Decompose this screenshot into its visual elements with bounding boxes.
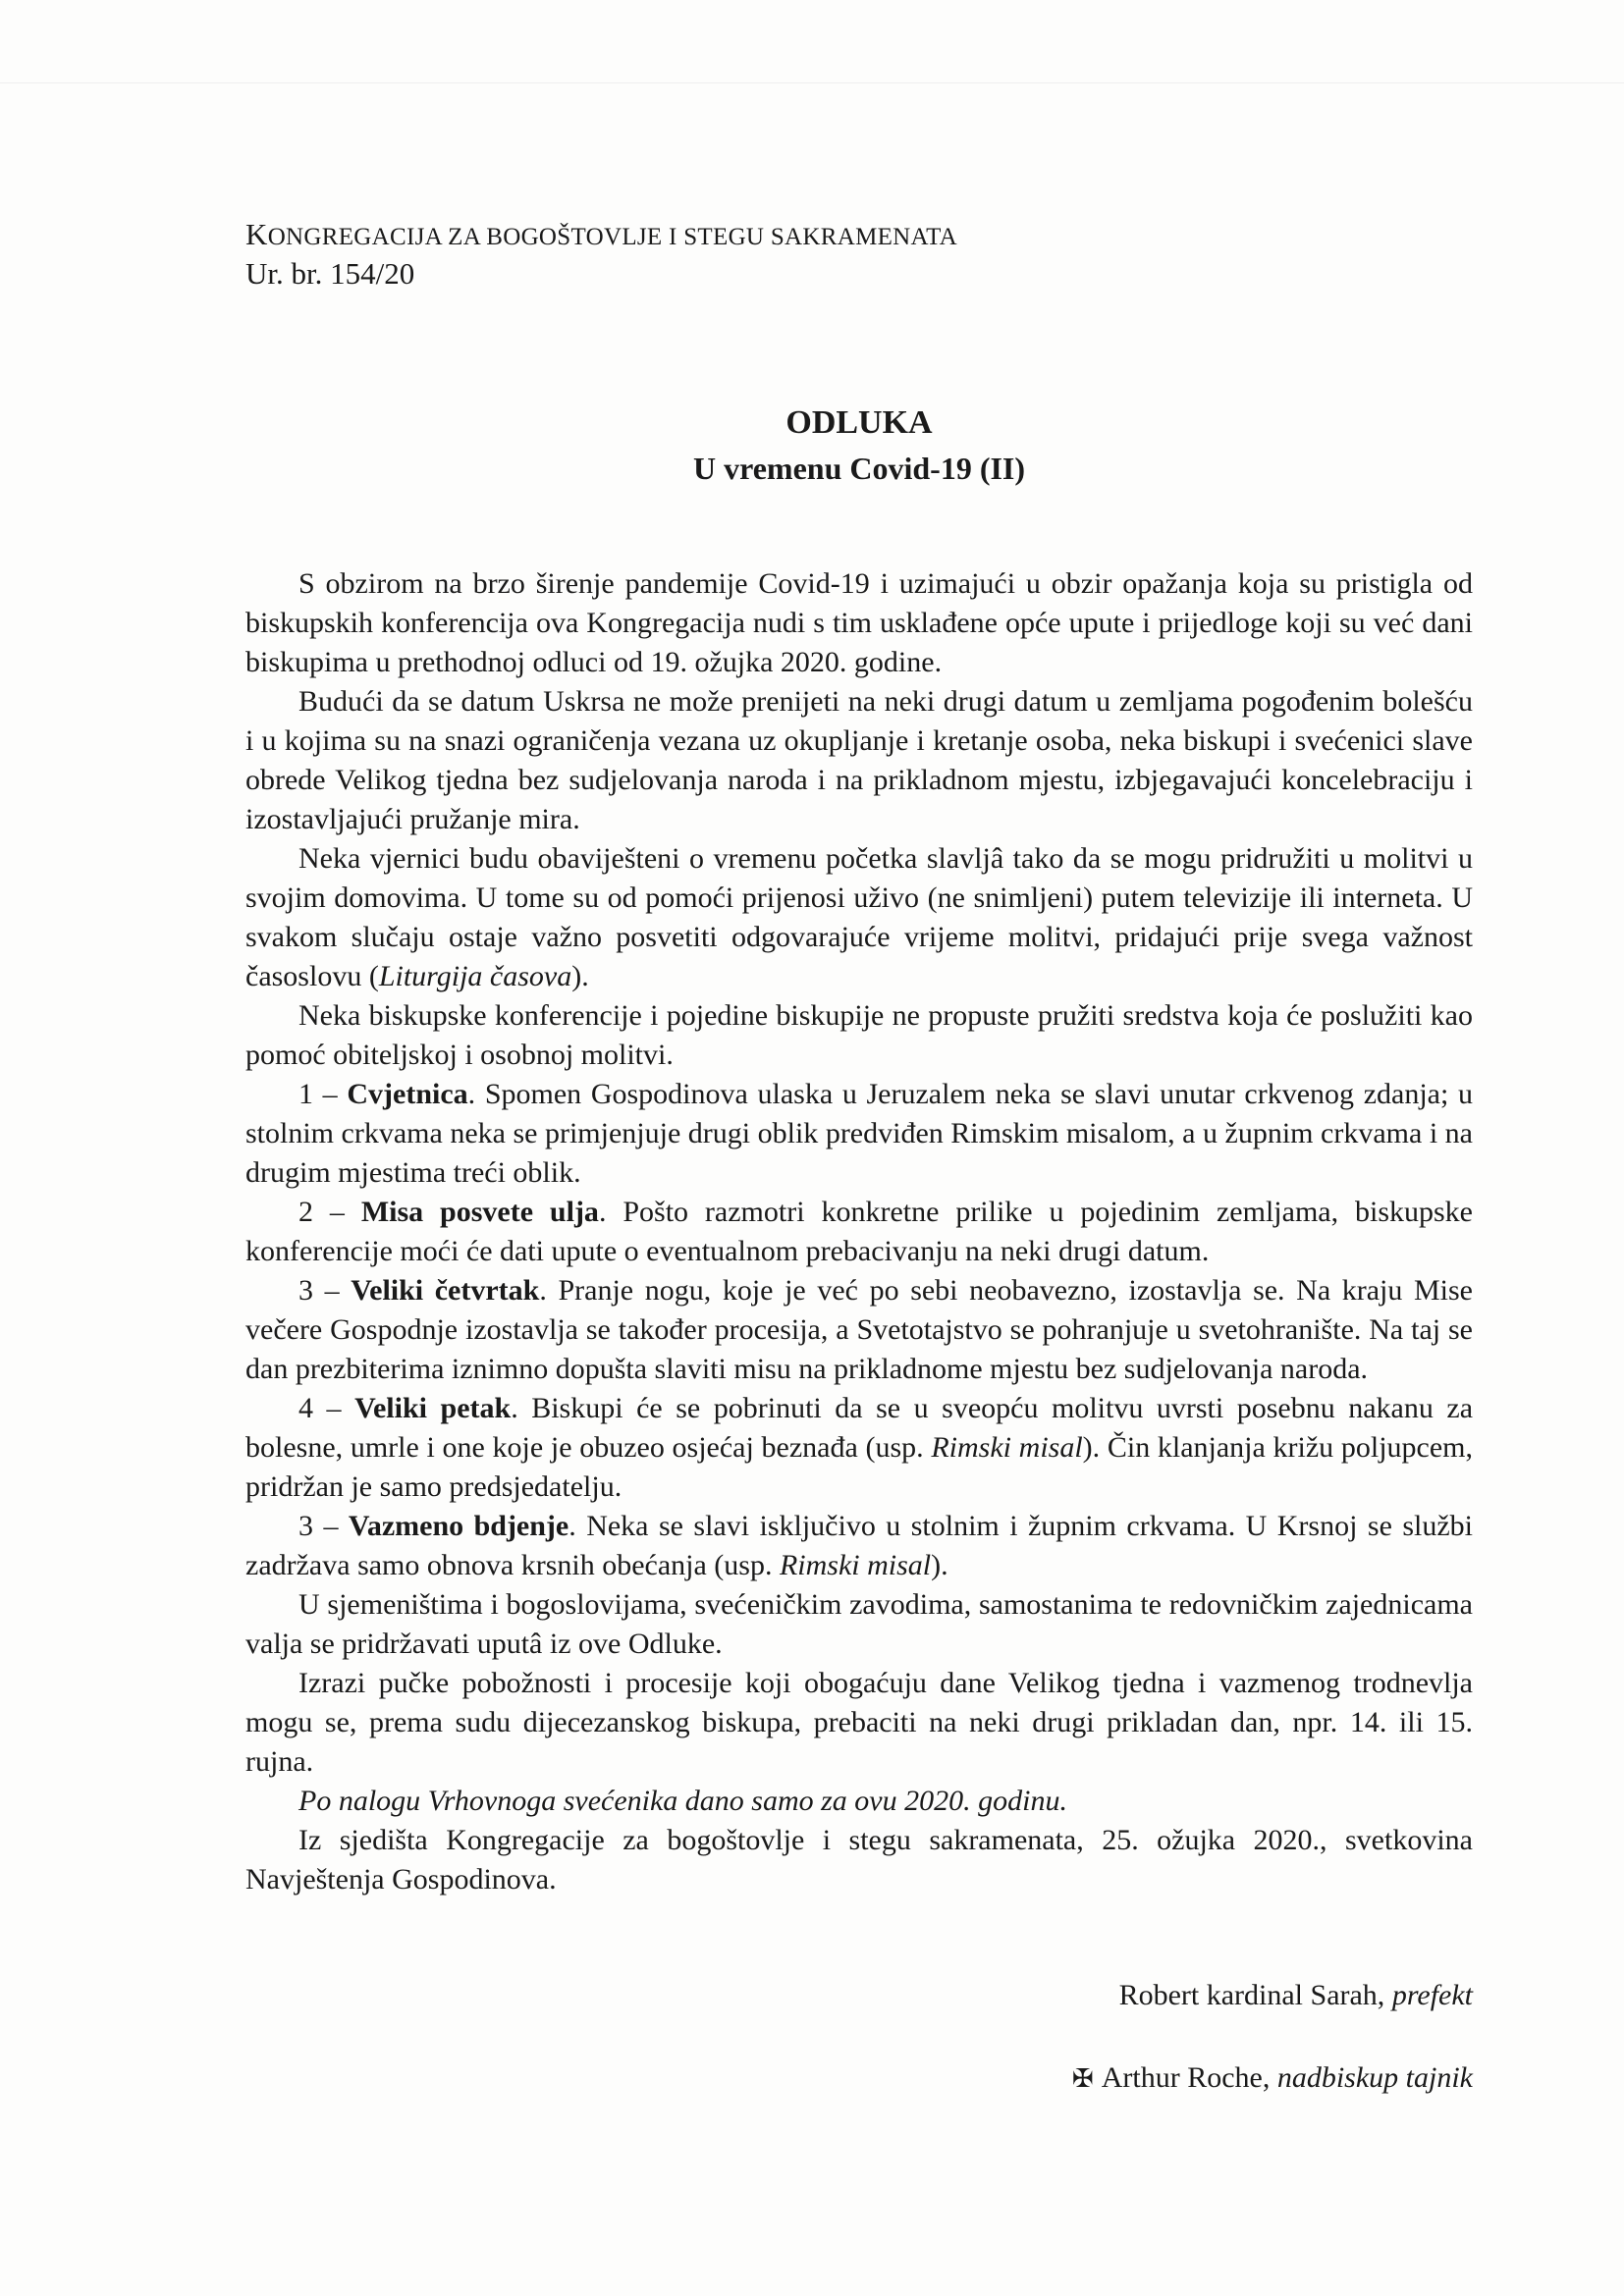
paragraph-chrism-mass: 2 – Misa posvete ulja. Pošto razmotri konkretne prilike u pojedinim zemljama, biskupske konferencije moći će dati upute o eventualnom prebacivanju na neki drugi datum.: [245, 1196, 1473, 1267]
paragraph-date-place: Iz sjedišta Kongregacije za bogoštovlje i stegu sakramenata, 25. ožujka 2020., svetkovina Navještenja Gospodinova.: [245, 1824, 1473, 1896]
scan-edge-line: [0, 82, 1624, 83]
congregation-header: [245, 218, 1473, 254]
paragraph-easter-vigil: 3 – Vazmeno bdjenje. Neka se slavi isključivo u stolnim i župnim crkvama. U Krsnoj se službi zadržava samo obnova krsnih obećanja (usp. Rimski misal).: [245, 1510, 1473, 1581]
paragraph-popular-piety: Izrazi pučke pobožnosti i procesije koji obogaćuju dane Velikog tjedna i vazmenog trodnevlja mogu se, prema sudu dijecezanskog biskupa, prebaciti na neki drugi prikladan dan, npr. 14. ili 15. rujna.: [245, 1667, 1473, 1778]
paragraph-faithful: Neka vjernici budu obaviješteni o vremenu početka slavljâ tako da se mogu pridružiti u molitvi u svojim domovima. U tome su od pomoći prijenosi uživo (ne snimljeni) putem televizije ili interneta. U svakom slučaju ostaje važno posvetiti odgovarajuće vrijeme molitvi, pridajući prije svega važnost časoslovu (Liturgija časova).: [245, 842, 1473, 992]
congregation-name: ONGREGACIJA ZA BOGOŠTOVLJE I STEGU SAKRAMENATA: [267, 224, 958, 250]
signature-block: [245, 1976, 1473, 2099]
paragraph-easter-date: Budući da se datum Uskrsa ne može prenijeti na neki drugi datum u zemljama pogođenim bolešću i u kojima su na snazi ograničenja vezana uz okupljanje i kretanje osoba, neka biskupi i svećenici slave obrede Velikog tjedna bez sudjelovanja naroda i na prikladnom mjestu, izbjegavajući koncelebraciju i izostavljajući pružanje mira.: [245, 685, 1473, 835]
paragraph-papal-mandate: Po nalogu Vrhovnoga svećenika dano samo za ovu 2020. godinu.: [298, 1785, 1067, 1817]
signature-prefect: Robert kardinal Sarah, prefekt: [1118, 1979, 1473, 2011]
document-title: ODLUKA: [785, 404, 933, 441]
paragraph-conferences: Neka biskupske konferencije i pojedine biskupije ne propuste pružiti sredstva koja će poslužiti kao pomoć obiteljskoj i osobnoj molitvi.: [245, 999, 1473, 1071]
paragraph-intro: S obzirom na brzo širenje pandemije Covid-19 i uzimajući u obzir opažanja koja su pristigla od biskupskih konferencija ova Kongregacija nudi s tim usklađene opće upute i prijedloge koji su već dani biskupima u prethodnoj odluci od 19. ožujka 2020. godine.: [245, 567, 1473, 678]
document-page: [245, 218, 1473, 2099]
signature-secretary: ✠ Arthur Roche, nadbiskup tajnik: [1071, 2061, 1473, 2094]
paragraph-seminaries: U sjemeništima i bogoslovijama, svećeničkim zavodima, samostanima te redovničkim zajednicama valja se pridržavati uputâ iz ove Odluke.: [245, 1588, 1473, 1660]
congregation-initial: K: [245, 217, 268, 251]
paragraph-holy-thursday: 3 – Veliki četvrtak. Pranje nogu, koje je već po sebi neobavezno, izostavlja se. Na kraju Mise večere Gospodnje izostavlja se također procesija, a Svetotajstvo se pohranjuje u svetohranište. Na taj se dan prezbiterima iznimno dopušta slaviti misu na prikladnome mjestu bez sudjelovanja naroda.: [245, 1274, 1473, 1385]
reference-number: Ur. br. 154/20: [245, 256, 415, 291]
document-subtitle: U vremenu Covid-19 (II): [692, 451, 1026, 486]
title-block: [245, 400, 1473, 492]
document-body: [245, 564, 1473, 1899]
cross-icon: ✠: [1071, 2064, 1094, 2094]
paragraph-good-friday: 4 – Veliki petak. Biskupi će se pobrinuti da se u sveopću molitvu uvrsti posebnu nakanu za bolesne, umrle i one koje je obuzeo osjećaj beznađa (usp. Rimski misal). Čin klanjanja križu poljupcem, pridržan je samo predsjedatelju.: [245, 1392, 1474, 1503]
paragraph-palm-sunday: 1 – Cvjetnica. Spomen Gospodinova ulaska u Jeruzalem neka se slavi unutar crkvenog zdanja; u stolnim crkvama neka se primjenjuje drugi oblik predviđen Rimskim misalom, a u župnim crkvama i na drugim mjestima treći oblik.: [245, 1078, 1473, 1189]
